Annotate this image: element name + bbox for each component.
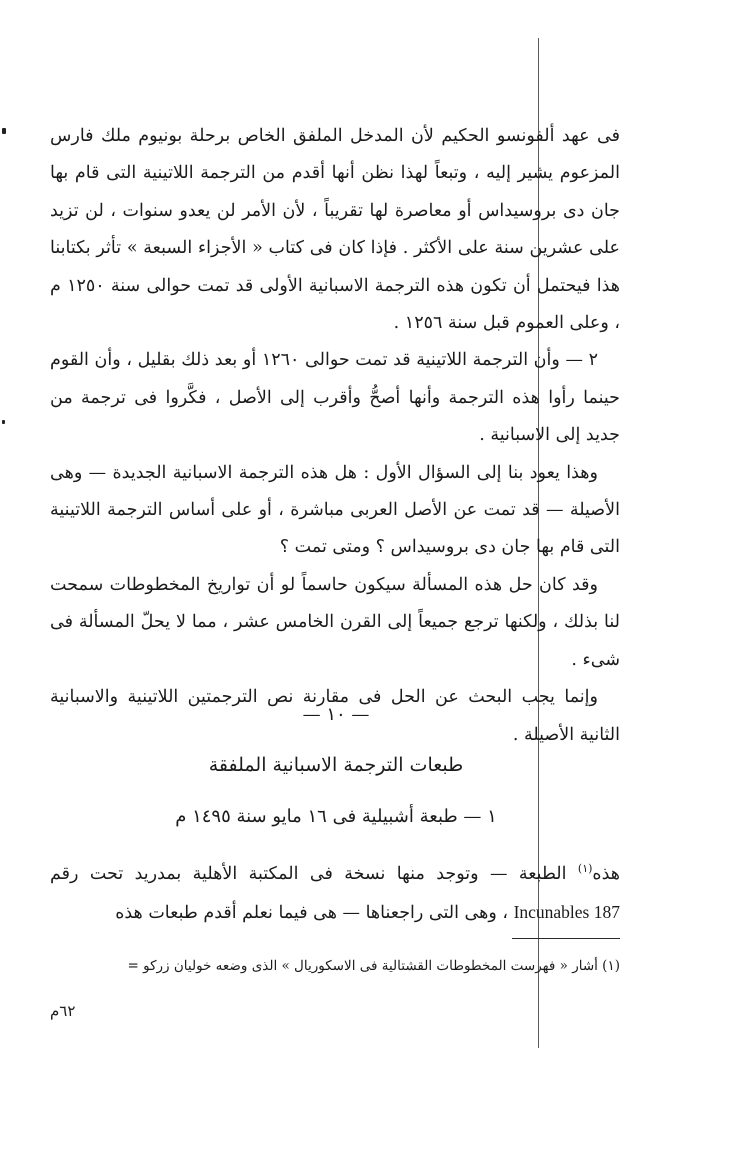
paragraph-2: ٢ — وأن الترجمة اللاتينية قد تمت حوالى ١٢٦٠ أو بعد ذلك بقليل ، وأن القوم حينما رأوا هذه الترجمة وأنها أصحُّ وأقرب إلى الأصل ، فكَّروا فى ترجمة من جديد إلى الاسبانية .: [50, 350, 620, 446]
edge-mark: [2, 128, 6, 134]
section-number: — ١٠ —: [302, 704, 370, 725]
main-body-text: [50, 118, 620, 754]
edition-paragraph: [50, 850, 620, 932]
paragraph-3: وهذا يعود بنا إلى السؤال الأول : هل هذه الترجمة الاسبانية الجديدة — وهى الأصيلة — قد تمت عن الأصل العربى مباشرة ، أو على أساس الترجمة اللاتينية التى قام بها جان دى بروسيداس ؟ ومتى تمت ؟: [50, 462, 620, 558]
paragraph-5: وإنما يجب البحث عن الحل فى مقارنة نص الترجمتين اللاتينية والاسبانية الثانية الأصيلة .: [50, 687, 620, 745]
edition-text: [50, 850, 620, 932]
edition-text-b: ، وهى التى راجعناها — هى فيما نعلم أقدم طبعات هذه: [115, 902, 514, 923]
footnote-reference: (١): [577, 862, 593, 875]
edition-text-a: الطبعة — وتوجد منها نسخة فى المكتبة الأهلية بمدريد تحت رقم: [50, 863, 578, 884]
edge-mark: [2, 420, 5, 424]
section-title: طبعات الترجمة الاسبانية الملفقة: [208, 754, 464, 776]
page-number: ٦٢م: [50, 1002, 76, 1020]
paragraph-4: وقد كان حل هذه المسألة سيكون حاسماً لو أن تواريخ المخطوطات سمحت لنا بذلك ، ولكنها ترجع جميعاً إلى القرن الخامس عشر ، مما لا يحلّ المسألة فى شىء .: [50, 574, 620, 670]
footnote: (١) أشار « فهرست المخطوطات القشتالية فى الاسكوريال » الذى وضعه خوليان زركو =: [127, 958, 620, 974]
paragraph-1: فى عهد ألفونسو الحكيم لأن المدخل الملفق الخاص برحلة بونيوم ملك فارس المزعوم يشير إليه ، وتبعاً لهذا نظن أنها أقدم من الترجمة اللاتينية التى قام بها جان دى بروسيداس أو معاصرة لها تقريباً ، لأن الأمر لن يعدو سنوات ، لن تزيد على عشرين سنة على الأكثر . فإذا كان فى كتاب « الأجزاء السبعة » تأثر بكتابنا هذا فيحتمل أن تكون هذه الترجمة الاسبانية الأولى قد تمت حوالى سنة ١٢٥٠ م ، وعلى العموم قبل سنة ١٢٥٦ .: [50, 126, 620, 334]
edition-lead-word: هذه: [592, 863, 620, 884]
catalog-reference: Incunables 187: [513, 901, 620, 922]
subsection-title: ١ — طبعة أشبيلية فى ١٦ مايو سنة ١٤٩٥ م: [175, 806, 497, 827]
footnote-separator: [512, 938, 620, 939]
